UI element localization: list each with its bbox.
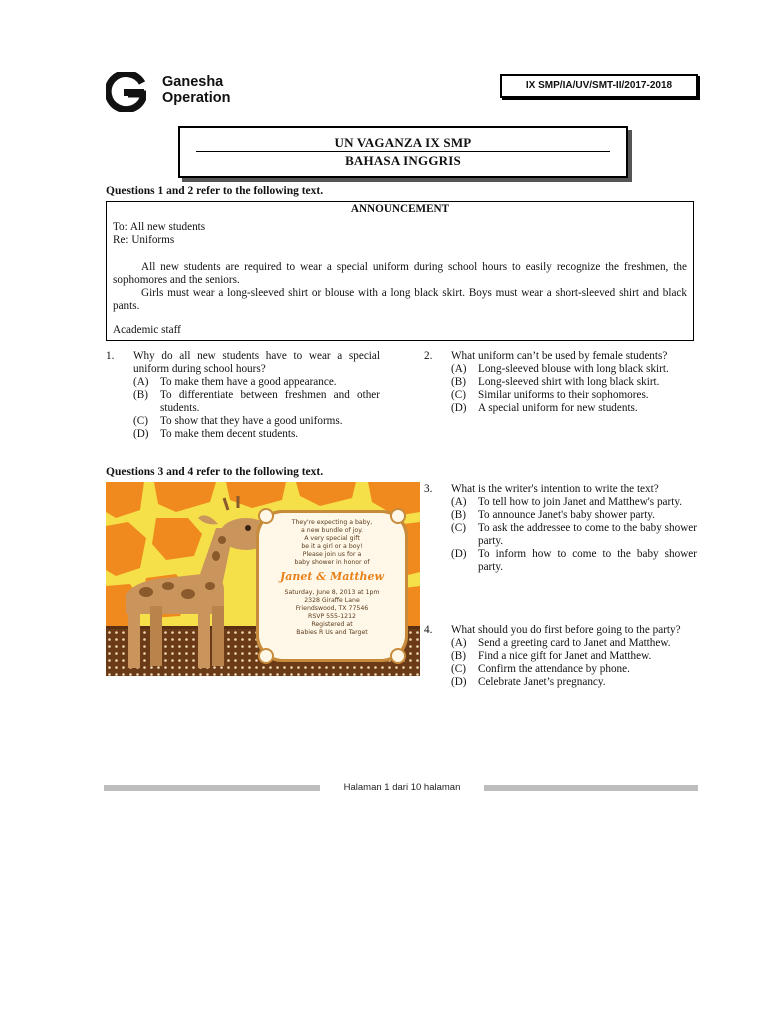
invitation-names: Janet & Matthew bbox=[280, 570, 384, 583]
option-text: To make them have a good appearance. bbox=[160, 376, 337, 388]
option-text: Celebrate Janet’s pregnancy. bbox=[478, 676, 606, 688]
brand-line-1: Ganesha bbox=[162, 74, 224, 90]
title-line-2: BAHASA INGGRIS bbox=[345, 153, 461, 168]
option-label: (B) bbox=[133, 389, 148, 401]
section-2-heading: Questions 3 and 4 refer to the following text. bbox=[106, 466, 324, 478]
question-number: 2. bbox=[424, 350, 433, 362]
option-label: (B) bbox=[451, 376, 466, 388]
option-label: (D) bbox=[451, 402, 467, 414]
option-label: (A) bbox=[133, 376, 149, 388]
option-text: To tell how to join Janet and Matthew's party. bbox=[478, 496, 683, 508]
invitation-line: a new bundle of joy. bbox=[301, 527, 363, 534]
invitation-line: A very special gift bbox=[304, 535, 360, 542]
answer-option[interactable] bbox=[451, 509, 697, 522]
option-label: (A) bbox=[451, 363, 467, 375]
option-text: To announce Janet's baby shower party. bbox=[478, 509, 655, 521]
invitation-line: Please join us for a bbox=[302, 551, 362, 558]
answer-option[interactable] bbox=[133, 415, 380, 428]
invitation-line: be it a girl or a boy! bbox=[301, 543, 363, 550]
announcement-to: To: All new students bbox=[113, 221, 206, 233]
option-text: A special uniform for new students. bbox=[478, 402, 638, 414]
option-text: Confirm the attendance by phone. bbox=[478, 663, 630, 675]
footer-rule-left bbox=[104, 785, 320, 791]
footer-rule-right bbox=[484, 785, 698, 791]
invitation-line: They're expecting a baby, bbox=[291, 519, 373, 526]
title-line-1: UN VAGANZA IX SMP bbox=[334, 135, 472, 150]
question-stem: Why do all new students have to wear a special uniform during school hours? bbox=[133, 350, 380, 375]
brand-name bbox=[162, 74, 230, 106]
option-text: To show that they have a good uniforms. bbox=[160, 415, 343, 427]
title-divider bbox=[196, 151, 610, 152]
option-label: (D) bbox=[451, 548, 467, 560]
invitation-line: Friendswood, TX 77546 bbox=[295, 605, 369, 612]
question-stem: What is the writer's intention to write the text? bbox=[451, 483, 659, 495]
invitation-line: RSVP 555-1212 bbox=[308, 613, 356, 620]
ganesha-logo-icon bbox=[106, 72, 146, 112]
option-text: To ask the addressee to come to the baby shower party. bbox=[478, 522, 697, 547]
answer-option[interactable] bbox=[133, 428, 380, 441]
invitation-line: Babies R Us and Target bbox=[296, 629, 368, 636]
option-label: (C) bbox=[451, 522, 466, 534]
question-number: 4. bbox=[424, 624, 433, 636]
question-1 bbox=[106, 350, 380, 441]
invitation-line: Saturday, June 8, 2013 at 1pm bbox=[284, 589, 380, 596]
option-text: Long-sleeved shirt with long black skirt. bbox=[478, 376, 660, 388]
announcement-heading: ANNOUNCEMENT bbox=[350, 203, 450, 215]
question-stem: What should you do first before going to the party? bbox=[451, 624, 681, 636]
answer-option[interactable] bbox=[451, 650, 697, 663]
question-number: 1. bbox=[106, 350, 115, 362]
option-text: To differentiate between freshmen and other students. bbox=[160, 389, 380, 414]
announcement-sign: Academic staff bbox=[113, 324, 181, 336]
option-label: (B) bbox=[451, 509, 466, 521]
option-text: Find a nice gift for Janet and Matthew. bbox=[478, 650, 652, 662]
answer-option[interactable] bbox=[133, 389, 380, 415]
announcement-paragraph-2: Girls must wear a long-sleeved shirt or blouse with a long black skirt. Boys must wear a short-sleeved shirt and black pants. bbox=[113, 287, 687, 312]
answer-option[interactable] bbox=[451, 522, 697, 548]
option-text: To inform how to come to the baby shower party. bbox=[478, 548, 697, 573]
exam-code-box: IX SMP/IA/UV/SMT-II/2017-2018 bbox=[500, 74, 698, 98]
question-stem: What uniform can’t be used by female students? bbox=[451, 350, 668, 362]
page-number: Halaman 1 dari 10 halaman bbox=[343, 782, 461, 793]
question-4 bbox=[424, 624, 697, 689]
option-label: (C) bbox=[451, 663, 466, 675]
answer-option[interactable] bbox=[451, 402, 697, 415]
option-text: Similar uniforms to their sophomores. bbox=[478, 389, 649, 401]
section-1-heading: Questions 1 and 2 refer to the following text. bbox=[106, 185, 324, 197]
option-text: Long-sleeved blouse with long black skirt. bbox=[478, 363, 669, 375]
announcement-box bbox=[106, 201, 694, 341]
question-number: 3. bbox=[424, 483, 433, 495]
answer-option[interactable] bbox=[451, 496, 697, 509]
answer-option[interactable] bbox=[451, 637, 697, 650]
option-label: (C) bbox=[451, 389, 466, 401]
answer-option[interactable] bbox=[451, 376, 697, 389]
option-label: (A) bbox=[451, 496, 467, 508]
invitation-line: 2328 Giraffe Lane bbox=[304, 597, 360, 604]
question-2 bbox=[424, 350, 697, 415]
answer-option[interactable] bbox=[451, 663, 697, 676]
announcement-re: Re: Uniforms bbox=[113, 234, 175, 246]
answer-option[interactable] bbox=[451, 389, 697, 402]
option-label: (D) bbox=[451, 676, 467, 688]
answer-option[interactable] bbox=[451, 363, 697, 376]
invitation-line: Registered at bbox=[311, 621, 353, 628]
baby-shower-invitation bbox=[106, 482, 420, 676]
answer-option[interactable] bbox=[451, 676, 697, 689]
title-box bbox=[178, 126, 628, 178]
option-text: To make them decent students. bbox=[160, 428, 299, 440]
option-text: Send a greeting card to Janet and Matthew. bbox=[478, 637, 671, 649]
option-label: (C) bbox=[133, 415, 148, 427]
option-label: (D) bbox=[133, 428, 149, 440]
answer-option[interactable] bbox=[451, 548, 697, 574]
question-3 bbox=[424, 483, 697, 574]
announcement-paragraph-1: All new students are required to wear a special uniform during school hours to easily recognize the freshmen, the sophomores and the seniors. bbox=[113, 261, 687, 286]
option-label: (B) bbox=[451, 650, 466, 662]
brand-line-2: Operation bbox=[162, 90, 231, 106]
invitation-line: baby shower in honor of bbox=[294, 559, 370, 566]
option-label: (A) bbox=[451, 637, 467, 649]
answer-option[interactable] bbox=[133, 376, 380, 389]
